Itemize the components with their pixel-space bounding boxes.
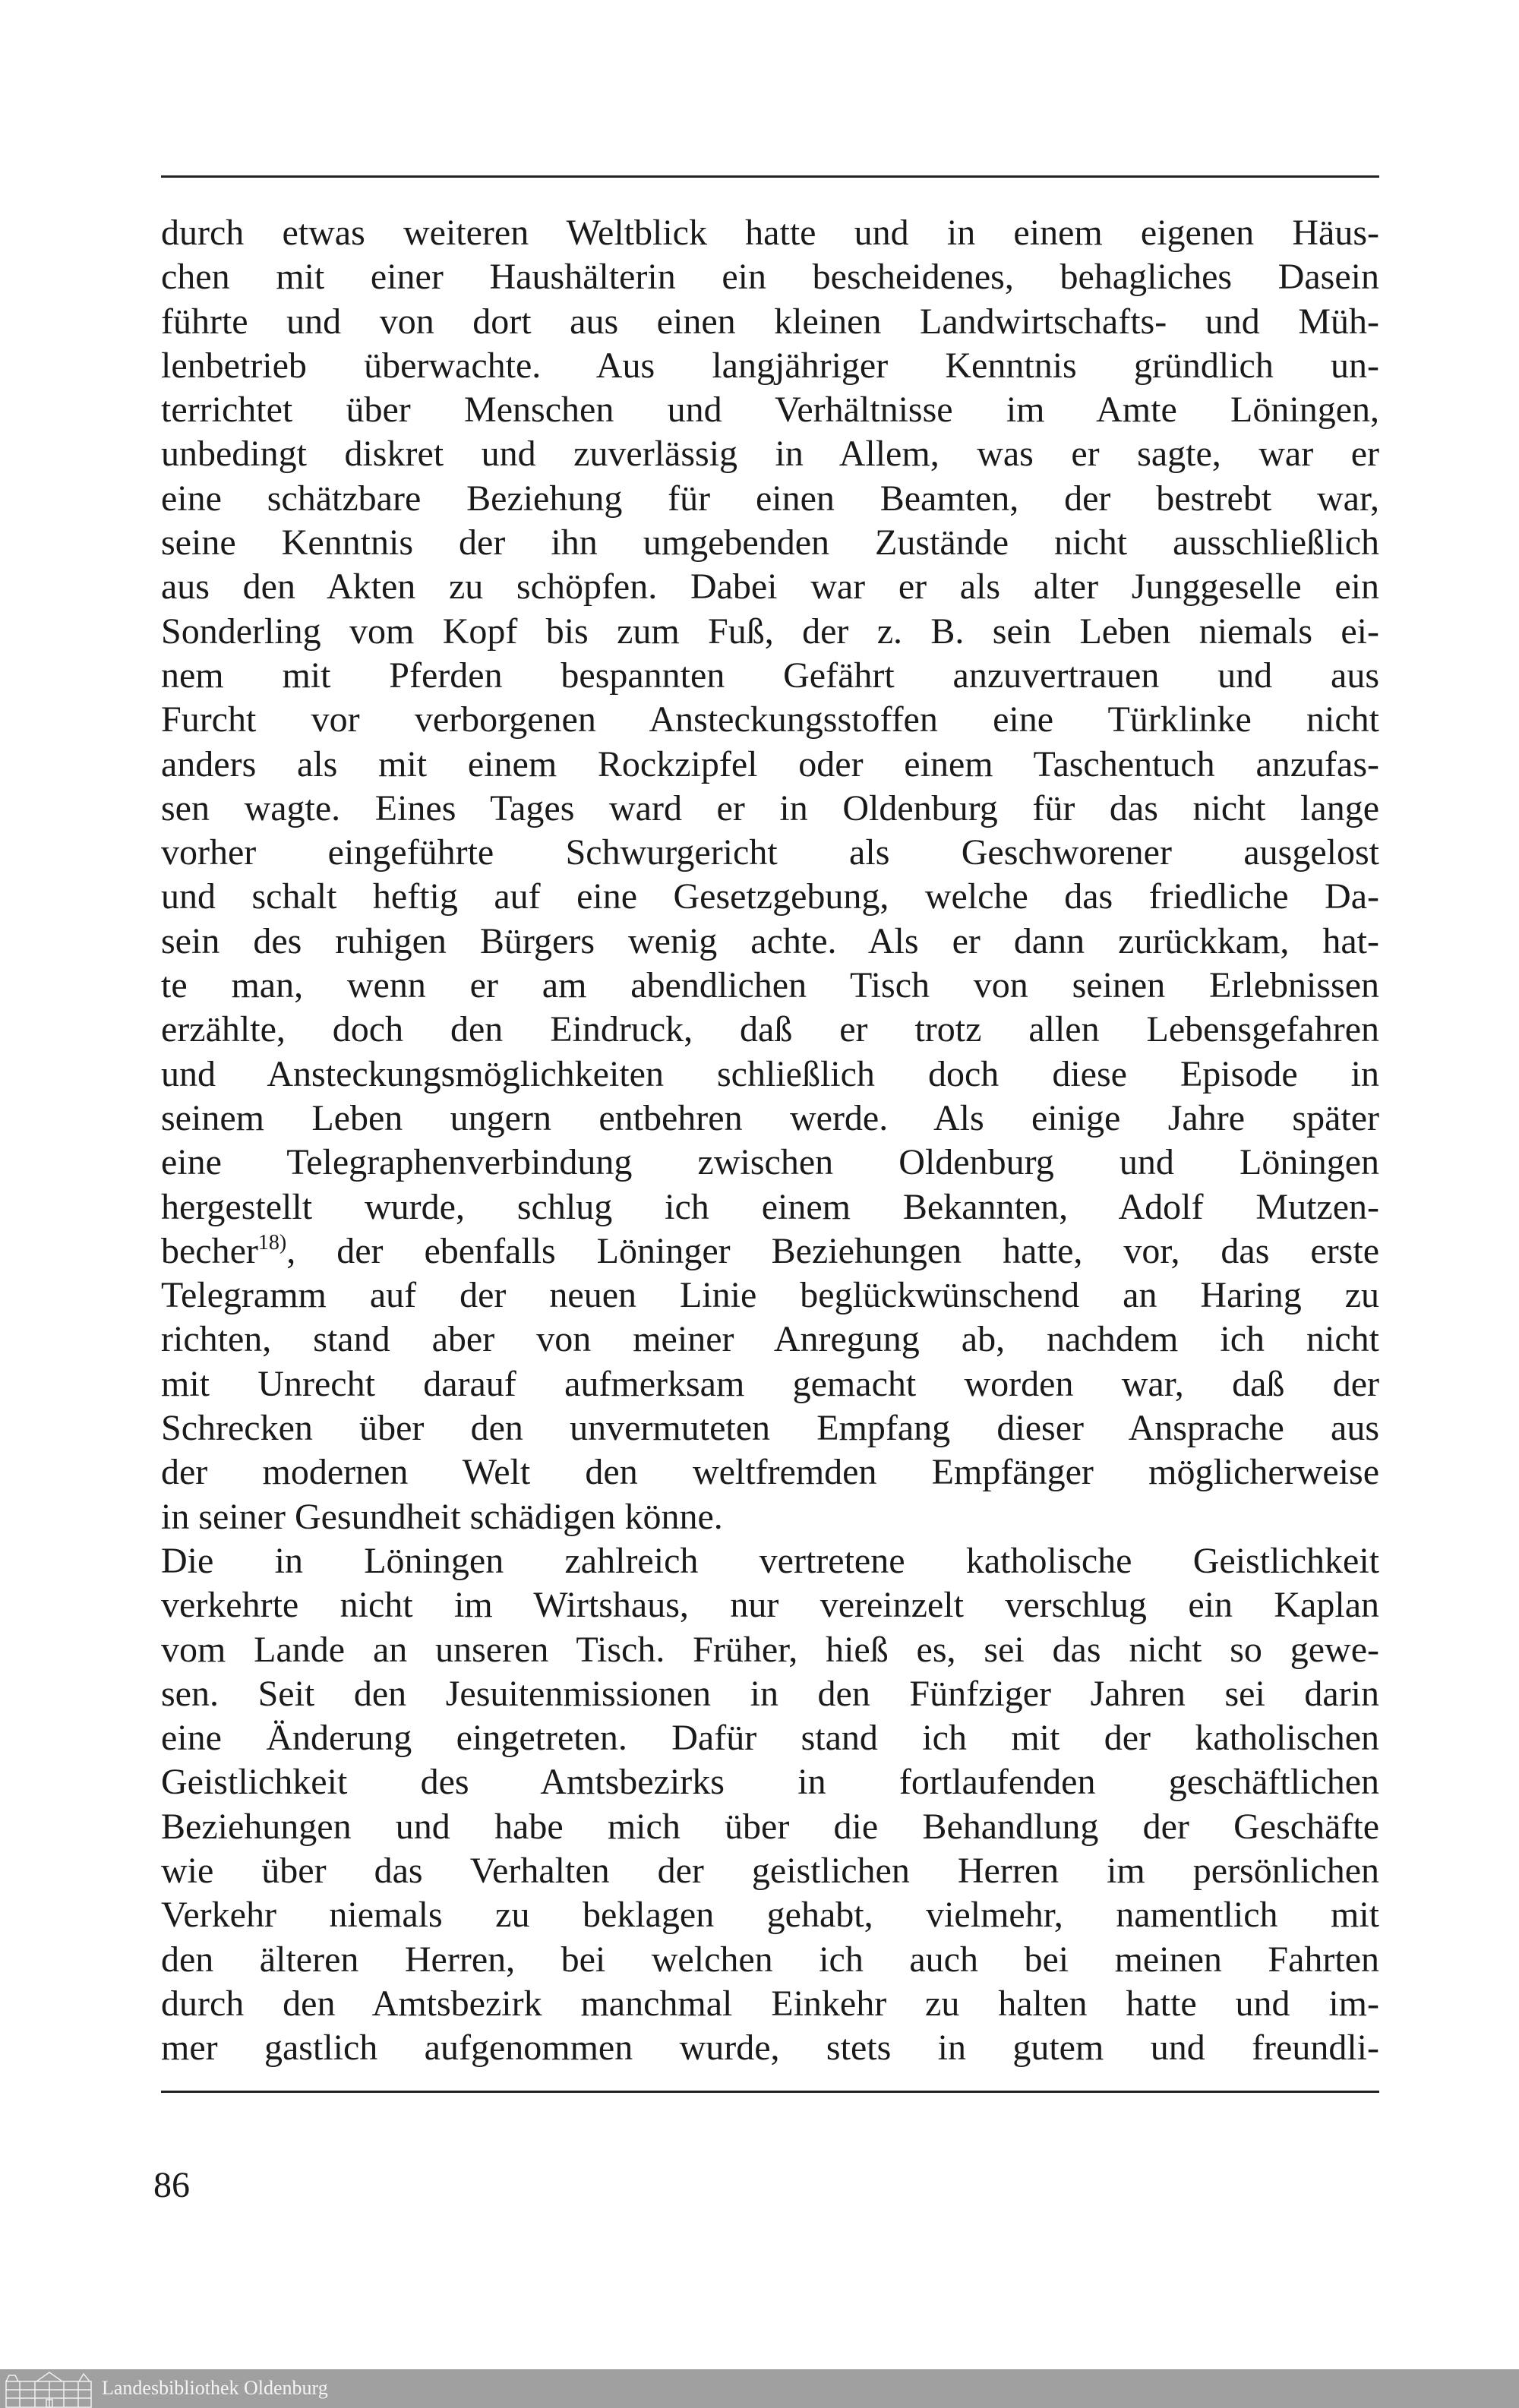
text-line: terrichtet über Menschen und Verhältnisse im Amte Löningen, — [161, 390, 1379, 431]
text-line: und Ansteckungsmöglichkeiten schließlich doch diese Episode in — [161, 1053, 1379, 1094]
text-line: vorher eingeführte Schwurgericht als Geschworener ausgelost — [161, 832, 1379, 873]
text-line: aus den Akten zu schöpfen. Dabei war er als alter Junggeselle ein — [161, 566, 1379, 608]
text-line: sen. Seit den Jesuitenmissionen in den Fünfziger Jahren sei darin — [161, 1673, 1379, 1714]
text-line: durch den Amtsbezirk manchmal Einkehr zu halten hatte und im- — [161, 1983, 1379, 2024]
text-line: und schalt heftig auf eine Gesetzgebung, welche das friedliche Da- — [161, 876, 1379, 917]
body-text — [161, 211, 1379, 2070]
text-line: wie über das Verhalten der geistlichen Herren im persönlichen — [161, 1850, 1379, 1891]
text-line: Die in Löningen zahlreich vertretene katholische Geistlichkeit — [161, 1540, 1379, 1581]
text-line: Verkehr niemals zu beklagen gehabt, vielmehr, namentlich mit — [161, 1895, 1379, 1936]
text-line: Furcht vor verborgenen Ansteckungsstoffen eine Türklinke nicht — [161, 699, 1379, 740]
text-line: Geistlichkeit des Amtsbezirks in fortlaufenden geschäftlichen — [161, 1762, 1379, 1803]
text-line: vom Lande an unseren Tisch. Früher, hieß es, sei das nicht so gewe- — [161, 1629, 1379, 1670]
text-line: unbedingt diskret und zuverlässig in Allem, was er sagte, war er — [161, 434, 1379, 475]
library-building-logo-icon — [5, 2371, 94, 2408]
text-line: lenbetrieb überwachte. Aus langjähriger Kenntnis gründlich un- — [161, 345, 1379, 386]
bottom-rule — [161, 2091, 1379, 2093]
text-line — [161, 1229, 1379, 1273]
text-line: richten, stand aber von meiner Anregung ab, nachdem ich nicht — [161, 1319, 1379, 1360]
text-line: durch etwas weiteren Weltblick hatte und in einem eigenen Häus- — [161, 213, 1379, 253]
text-line: Schrecken über den unvermuteten Empfang dieser Ansprache aus — [161, 1408, 1379, 1449]
text-line: eine Telegraphenverbindung zwischen Oldenburg und Löningen — [161, 1142, 1379, 1183]
text-line: Beziehungen und habe mich über die Behandlung der Geschäfte — [161, 1806, 1379, 1847]
text-line: chen mit einer Haushälterin ein bescheidenes, behagliches Dasein — [161, 257, 1379, 298]
text-line: te man, wenn er am abendlichen Tisch von seinen Erlebnissen — [161, 965, 1379, 1006]
page-number: 86 — [153, 2165, 190, 2205]
text-line: erzählte, doch den Eindruck, daß er trotz allen Lebensgefahren — [161, 1009, 1379, 1050]
library-footer-bar — [0, 2369, 1519, 2408]
text-line: mit Unrecht darauf aufmerksam gemacht worden war, daß der — [161, 1363, 1379, 1404]
text-line: führte und von dort aus einen kleinen Landwirtschafts- und Müh- — [161, 301, 1379, 342]
text-line: Sonderling vom Kopf bis zum Fuß, der z. B. sein Leben niemals ei- — [161, 611, 1379, 652]
text-line: der modernen Welt den weltfremden Empfänger möglicherweise — [161, 1452, 1379, 1493]
footnote-reference[interactable]: 18) — [257, 1230, 287, 1254]
text-line: hergestellt wurde, schlug ich einem Bekannten, Adolf Mutzen- — [161, 1186, 1379, 1227]
text-line: den älteren Herren, bei welchen ich auch bei meinen Fahrten — [161, 1939, 1379, 1980]
text-line: anders als mit einem Rockzipfel oder einem Taschentuch anzufas- — [161, 743, 1379, 784]
text-fragment: , der ebenfalls Löninger Beziehungen hatte, vor, das erste — [286, 1230, 1379, 1271]
text-line: nem mit Pferden bespannten Gefährt anzuvertrauen und aus — [161, 655, 1379, 696]
text-fragment: becher — [161, 1230, 258, 1271]
library-name: Landesbibliothek Oldenburg — [102, 2377, 328, 2399]
top-rule — [161, 175, 1379, 178]
text-line: verkehrte nicht im Wirtshaus, nur vereinzelt verschlug ein Kaplan — [161, 1585, 1379, 1626]
text-line: seine Kenntnis der ihn umgebenden Zustände nicht ausschließlich — [161, 522, 1379, 563]
text-line: Telegramm auf der neuen Linie beglückwünschend an Haring zu — [161, 1275, 1379, 1316]
text-line: seinem Leben ungern entbehren werde. Als einige Jahre später — [161, 1097, 1379, 1138]
text-line: mer gastlich aufgenommen wurde, stets in gutem und freundli- — [161, 2028, 1379, 2069]
text-line: in seiner Gesundheit schädigen könne. — [161, 1496, 723, 1537]
text-line: eine Änderung eingetreten. Dafür stand ich mit der katholischen — [161, 1718, 1379, 1759]
text-line: eine schätzbare Beziehung für einen Beamten, der bestrebt war, — [161, 478, 1379, 519]
text-line: sen wagte. Eines Tages ward er in Oldenburg für das nicht lange — [161, 787, 1379, 828]
text-line: sein des ruhigen Bürgers wenig achte. Als er dann zurückkam, hat- — [161, 920, 1379, 961]
